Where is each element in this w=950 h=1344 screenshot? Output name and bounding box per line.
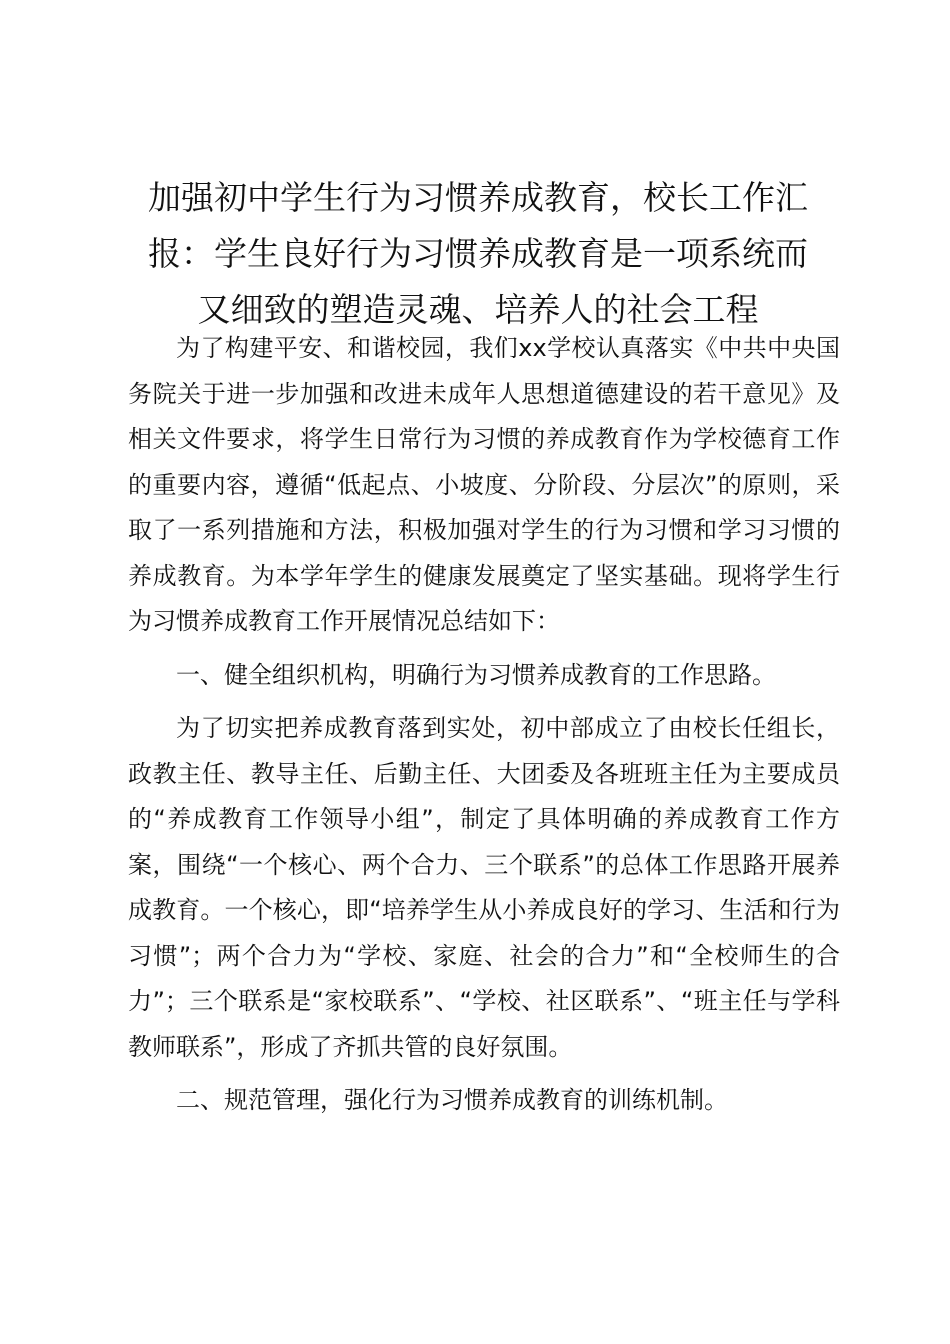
title-line-3: 又细致的塑造灵魂、培养人的社会工程 [197, 290, 759, 329]
document-body [128, 326, 840, 1124]
title-line-1: 加强初中学生行为习惯养成教育，校长工作汇 [148, 178, 808, 217]
section-heading-2: 二、规范管理，强化行为习惯养成教育的训练机制。 [176, 1086, 728, 1114]
title-line-2: 报：学生良好行为习惯养成教育是一项系统而 [148, 234, 808, 273]
paragraph-spacer [128, 1070, 840, 1078]
document-title [118, 170, 838, 338]
paragraph-spacer [128, 645, 840, 653]
section-heading-1: 一、健全组织机构，明确行为习惯养成教育的工作思路。 [176, 660, 776, 689]
paragraph-spacer [128, 698, 840, 706]
section-1-paragraph: 为了切实把养成教育落到实处，初中部成立了由校长任组长，政教主任、教导主任、后勤主任、大团委及各班班主任为主要成员的“养成教育工作领导小组”，制定了具体明确的养成教育工作方案，围绕“一个核心、两个合力、三个联系”的总体工作思路开展养成教育。一个核心，即“培养学生从小养成良好的学习、生活和行为习惯”；两个合力为“学校、家庭、社会的合力”和“全校师生的合力”；三个联系是“家校联系”、“学校、社区联系”、“班主任与学科教师联系”，形成了齐抓共管的良好氛围。 [128, 714, 840, 1061]
intro-paragraph: 为了构建平安、和谐校园，我们xx学校认真落实《中共中央国务院关于进一步加强和改进未成年人思想道德建设的若干意见》及相关文件要求，将学生日常行为习惯的养成教育作为学校德育工作的重要内容，遵循“低起点、小坡度、分阶段、分层次”的原则，采取了一系列措施和方法，积极加强对学生的行为习惯和学习习惯的养成教育。为本学年学生的健康发展奠定了坚实基础。现将学生行为习惯养成教育工作开展情况总结如下： [128, 334, 840, 635]
